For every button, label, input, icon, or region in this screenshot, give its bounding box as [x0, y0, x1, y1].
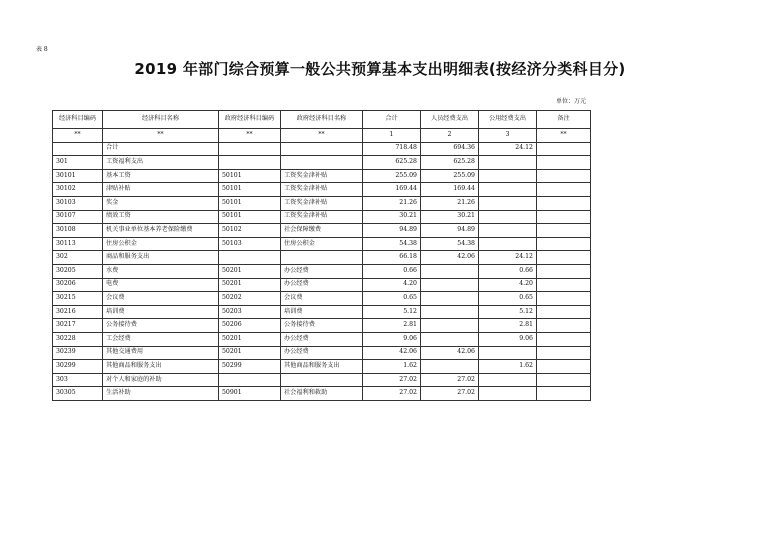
name-cell: 培训费	[103, 305, 219, 319]
gov-code-cell: 50103	[219, 237, 281, 251]
personnel-cell: 42.06	[421, 346, 479, 360]
public-cell	[479, 169, 537, 183]
budget-table	[52, 110, 591, 401]
total-cell: 21.26	[363, 196, 421, 210]
gov-code-cell: 50101	[219, 169, 281, 183]
total-cell: 94.89	[363, 224, 421, 238]
table-row	[53, 183, 591, 197]
code-cell: 30113	[53, 237, 103, 251]
personnel-cell	[421, 360, 479, 374]
name-cell: 奖金	[103, 196, 219, 210]
table-row	[53, 264, 591, 278]
table-row	[53, 251, 591, 265]
marker-cell: **	[53, 129, 103, 143]
table-row	[53, 332, 591, 346]
public-cell: 24.12	[479, 142, 537, 156]
name-cell: 商品和服务支出	[103, 251, 219, 265]
column-header: 人员经费支出	[421, 111, 479, 129]
note-cell	[537, 196, 591, 210]
note-cell	[537, 278, 591, 292]
column-header: 合计	[363, 111, 421, 129]
note-cell	[537, 387, 591, 401]
total-cell: 66.18	[363, 251, 421, 265]
name-cell: 津贴补贴	[103, 183, 219, 197]
code-cell: 30228	[53, 332, 103, 346]
marker-cell: **	[103, 129, 219, 143]
gov-code-cell: 50901	[219, 387, 281, 401]
name-cell: 对个人和家庭的补助	[103, 373, 219, 387]
name-cell: 水费	[103, 264, 219, 278]
total-cell: 718.48	[363, 142, 421, 156]
total-cell: 27.02	[363, 387, 421, 401]
total-cell: 27.02	[363, 373, 421, 387]
public-cell	[479, 210, 537, 224]
marker-cell: **	[537, 129, 591, 143]
note-cell	[537, 305, 591, 319]
name-cell: 合计	[103, 142, 219, 156]
personnel-cell	[421, 319, 479, 333]
note-cell	[537, 156, 591, 170]
gov-code-cell	[219, 251, 281, 265]
gov-name-cell: 办公经费	[281, 332, 363, 346]
gov-code-cell: 50201	[219, 346, 281, 360]
personnel-cell: 94.89	[421, 224, 479, 238]
total-cell: 54.38	[363, 237, 421, 251]
table-row	[53, 237, 591, 251]
table-number: 表 8	[36, 46, 48, 53]
gov-code-cell: 50101	[219, 196, 281, 210]
note-cell	[537, 292, 591, 306]
personnel-cell: 625.28	[421, 156, 479, 170]
name-cell: 其他交通费用	[103, 346, 219, 360]
name-cell: 工会经费	[103, 332, 219, 346]
public-cell: 9.06	[479, 332, 537, 346]
total-cell: 169.44	[363, 183, 421, 197]
public-cell	[479, 156, 537, 170]
gov-name-cell: 工资奖金津补贴	[281, 169, 363, 183]
code-cell: 30206	[53, 278, 103, 292]
note-cell	[537, 319, 591, 333]
gov-code-cell	[219, 142, 281, 156]
marker-cell: 3	[479, 129, 537, 143]
public-cell: 0.65	[479, 292, 537, 306]
note-cell	[537, 264, 591, 278]
note-cell	[537, 332, 591, 346]
note-cell	[537, 346, 591, 360]
code-cell: 30216	[53, 305, 103, 319]
personnel-cell: 255.09	[421, 169, 479, 183]
gov-name-cell: 工资奖金津补贴	[281, 210, 363, 224]
code-cell: 30101	[53, 169, 103, 183]
table-row	[53, 387, 591, 401]
code-cell: 30215	[53, 292, 103, 306]
table-row	[53, 292, 591, 306]
total-cell: 0.66	[363, 264, 421, 278]
name-cell: 基本工资	[103, 169, 219, 183]
code-cell: 30299	[53, 360, 103, 374]
gov-name-cell: 社会保障缴费	[281, 224, 363, 238]
name-cell: 其他商品和服务支出	[103, 360, 219, 374]
personnel-cell: 21.26	[421, 196, 479, 210]
table-row	[53, 305, 591, 319]
column-header: 政府经济科目编码	[219, 111, 281, 129]
code-cell: 303	[53, 373, 103, 387]
gov-name-cell	[281, 156, 363, 170]
code-cell: 30108	[53, 224, 103, 238]
total-cell: 1.62	[363, 360, 421, 374]
personnel-cell: 54.38	[421, 237, 479, 251]
table-row	[53, 319, 591, 333]
table-header-row	[53, 111, 591, 129]
column-header: 备注	[537, 111, 591, 129]
name-cell: 绩效工资	[103, 210, 219, 224]
note-cell	[537, 224, 591, 238]
personnel-cell: 169.44	[421, 183, 479, 197]
public-cell: 4.20	[479, 278, 537, 292]
public-cell	[479, 224, 537, 238]
gov-code-cell	[219, 373, 281, 387]
marker-cell: 2	[421, 129, 479, 143]
gov-name-cell: 其他商品和服务支出	[281, 360, 363, 374]
code-cell: 30305	[53, 387, 103, 401]
gov-code-cell: 50201	[219, 264, 281, 278]
gov-name-cell: 会议费	[281, 292, 363, 306]
total-cell: 4.20	[363, 278, 421, 292]
public-cell: 2.81	[479, 319, 537, 333]
total-cell: 30.21	[363, 210, 421, 224]
total-cell: 255.09	[363, 169, 421, 183]
public-cell: 1.62	[479, 360, 537, 374]
gov-name-cell: 公务接待费	[281, 319, 363, 333]
column-header: 经济科目编码	[53, 111, 103, 129]
table-row	[53, 142, 591, 156]
table-row	[53, 360, 591, 374]
total-cell: 42.06	[363, 346, 421, 360]
name-cell: 会议费	[103, 292, 219, 306]
note-cell	[537, 142, 591, 156]
name-cell: 住房公积金	[103, 237, 219, 251]
gov-name-cell: 培训费	[281, 305, 363, 319]
gov-name-cell: 社会福利和救助	[281, 387, 363, 401]
personnel-cell: 42.06	[421, 251, 479, 265]
gov-code-cell: 50101	[219, 210, 281, 224]
personnel-cell	[421, 278, 479, 292]
code-cell: 301	[53, 156, 103, 170]
total-cell: 0.65	[363, 292, 421, 306]
marker-cell: **	[281, 129, 363, 143]
marker-cell: 1	[363, 129, 421, 143]
public-cell	[479, 183, 537, 197]
note-cell	[537, 373, 591, 387]
note-cell	[537, 360, 591, 374]
code-cell: 30102	[53, 183, 103, 197]
code-cell: 30103	[53, 196, 103, 210]
note-cell	[537, 169, 591, 183]
gov-name-cell	[281, 373, 363, 387]
personnel-cell: 30.21	[421, 210, 479, 224]
note-cell	[537, 210, 591, 224]
gov-code-cell: 50299	[219, 360, 281, 374]
table-row	[53, 278, 591, 292]
total-cell: 625.28	[363, 156, 421, 170]
personnel-cell	[421, 264, 479, 278]
code-cell: 302	[53, 251, 103, 265]
public-cell: 5.12	[479, 305, 537, 319]
total-cell: 9.06	[363, 332, 421, 346]
gov-code-cell: 50101	[219, 183, 281, 197]
note-cell	[537, 237, 591, 251]
gov-name-cell: 办公经费	[281, 346, 363, 360]
table-row	[53, 210, 591, 224]
name-cell: 公务接待费	[103, 319, 219, 333]
total-cell: 5.12	[363, 305, 421, 319]
name-cell: 生活补助	[103, 387, 219, 401]
personnel-cell	[421, 332, 479, 346]
gov-name-cell: 工资奖金津补贴	[281, 183, 363, 197]
personnel-cell: 27.02	[421, 373, 479, 387]
public-cell	[479, 346, 537, 360]
marker-cell: **	[219, 129, 281, 143]
public-cell	[479, 373, 537, 387]
gov-name-cell: 办公经费	[281, 278, 363, 292]
total-cell: 2.81	[363, 319, 421, 333]
column-header: 公用经费支出	[479, 111, 537, 129]
gov-code-cell: 50202	[219, 292, 281, 306]
public-cell	[479, 387, 537, 401]
table-row	[53, 196, 591, 210]
code-cell: 30239	[53, 346, 103, 360]
gov-name-cell	[281, 251, 363, 265]
gov-name-cell: 办公经费	[281, 264, 363, 278]
table-row	[53, 156, 591, 170]
gov-code-cell	[219, 156, 281, 170]
gov-code-cell: 50206	[219, 319, 281, 333]
gov-name-cell: 住房公积金	[281, 237, 363, 251]
name-cell: 工资福利支出	[103, 156, 219, 170]
personnel-cell: 694.36	[421, 142, 479, 156]
personnel-cell: 27.02	[421, 387, 479, 401]
table-row	[53, 346, 591, 360]
public-cell: 24.12	[479, 251, 537, 265]
gov-code-cell: 50201	[219, 278, 281, 292]
marker-row	[53, 129, 591, 143]
public-cell	[479, 196, 537, 210]
table-row	[53, 169, 591, 183]
name-cell: 电费	[103, 278, 219, 292]
public-cell: 0.66	[479, 264, 537, 278]
code-cell	[53, 142, 103, 156]
table-row	[53, 224, 591, 238]
note-cell	[537, 251, 591, 265]
column-header: 经济科目名称	[103, 111, 219, 129]
gov-code-cell: 50203	[219, 305, 281, 319]
gov-name-cell	[281, 142, 363, 156]
personnel-cell	[421, 305, 479, 319]
public-cell	[479, 237, 537, 251]
code-cell: 30107	[53, 210, 103, 224]
unit-label: 单位：万元	[555, 98, 586, 105]
code-cell: 30217	[53, 319, 103, 333]
page-title: 2019 年部门综合预算一般公共预算基本支出明细表(按经济分类科目分)	[134, 60, 626, 78]
table-row	[53, 373, 591, 387]
gov-name-cell: 工资奖金津补贴	[281, 196, 363, 210]
code-cell: 30205	[53, 264, 103, 278]
gov-code-cell: 50201	[219, 332, 281, 346]
column-header: 政府经济科目名称	[281, 111, 363, 129]
personnel-cell	[421, 292, 479, 306]
name-cell: 机关事业单位基本养老保险缴费	[103, 224, 219, 238]
note-cell	[537, 183, 591, 197]
gov-code-cell: 50102	[219, 224, 281, 238]
